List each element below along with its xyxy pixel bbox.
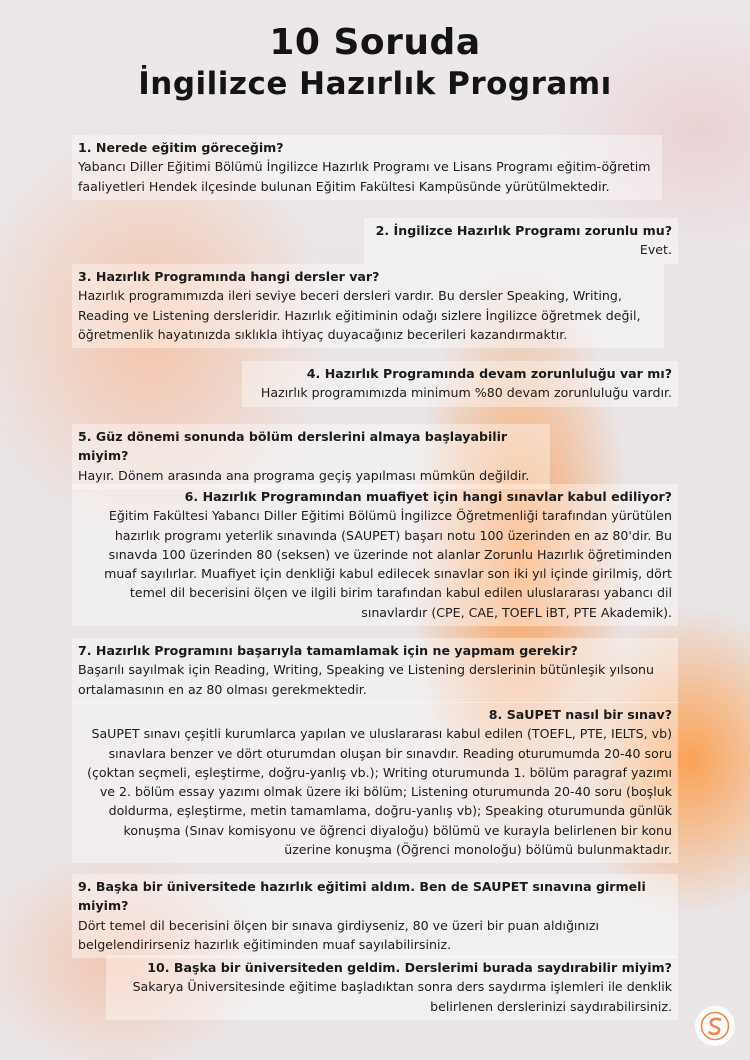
faq-question-6: 6. Hazırlık Programından muafiyet için hangi sınavlar kabul ediliyor? [184, 489, 672, 504]
faq-answer-8: SaUPET sınavı çeşitli kurumlarca yapılan ve uluslararası kabul edilen (TOEFL, PTE, IELTS, vb) sınavlara benzer ve dört oturumdan oluşan bir sınavdır. Reading oturumumda 20-40 soru (çoktan seçmeli, eşleştirme, doğru-yanlış vb.); Writing oturumunda 1. bölüm paragraf yazımı ve 2. bölüm essay yazımı olmak üzere iki bölüm; Listening oturumunda 20-40 soru (boşluk doldurma, eşleştirme, metin tamamlama, doğru-yanlış vb); Speaking oturumunda günlük konuşma (Sınav komisyonu ve öğrenci diyaloğu) bölümü ve kurayla belirlenen bir konu üzerine konuşma (Öğrenci monoloğu) bölümü bulunmaktadır. [87, 726, 672, 858]
university-s-logo-icon [700, 1011, 730, 1041]
faq-item-1 [72, 135, 662, 200]
faq-item-2 [364, 218, 678, 264]
faq-answer-1: Yabancı Diller Eğitimi Bölümü İngilizce Hazırlık Programı ve Lisans Programı eğitim-öğretim faaliyetleri Hendek ilçesinde bulunan Eğitim Fakültesi Kampüsünde yürütülmektedir. [78, 159, 651, 194]
faq-item-6 [72, 484, 678, 626]
faq-question-1: 1. Nerede eğitim göreceğim? [78, 140, 284, 155]
faq-answer-10: Sakarya Üniversitesinde eğitime başladıktan sonra ders saydırma işlemleri ile denklik belirlenen derslerinizi saydırabilirsiniz. [132, 979, 672, 1014]
faq-question-3: 3. Hazırlık Programında hangi dersler var? [78, 269, 380, 284]
page-title-line2: İngilizce Hazırlık Programı [138, 66, 612, 102]
faq-item-7 [72, 638, 678, 703]
faq-item-4 [242, 361, 678, 407]
faq-answer-5: Hayır. Dönem arasında ana programa geçiş yapılması mümkün değildir. [78, 467, 530, 483]
faq-question-9: 9. Başka bir üniversitede hazırlık eğitimi aldım. Ben de SAUPET sınavına girmeli miyim? [78, 879, 646, 914]
faq-question-5: 5. Güz dönemi sonunda bölüm derslerini almaya başlayabilir miyim? [78, 429, 508, 464]
page-title-line1: 10 Soruda [269, 22, 481, 63]
faq-answer-4: Hazırlık programımızda minimum %80 devam zorunluluğu vardır. [260, 385, 672, 401]
faq-answer-3: Hazırlık programımızda ileri seviye beceri dersleri vardır. Bu dersler Speaking, Writing, Reading ve Listening dersleridir. Hazırlık eğitiminin odağı sizlere İngilizce öğretmek değil, öğretmenlik hayatınızda sıklıkla ihtiyaç duyacağınız becerileri kazandırmaktır. [78, 288, 641, 342]
faq-question-8: 8. SaUPET nasıl bir sınav? [488, 707, 672, 722]
faq-item-5 [72, 424, 550, 489]
faq-item-10 [106, 955, 678, 1020]
faq-answer-6: Eğitim Fakültesi Yabancı Diller Eğitimi Bölümü İngilizce Öğretmenliği tarafından yürütülen hazırlık programı yeterlik sınavında (SAUPET) başarı notu 100 üzerinden en az 80'dir. Bu sınavda 100 üzerinden 80 (seksen) ve üzerinde not alanlar Zorunlu Hazırlık öğretiminden muaf sayılırlar. Muafiyet için denkliği kabul edilecek sınavlar son iki yıl içinde girilmiş, dört temel dil becerisini ölçen ve ilgili birim tarafından kabul edilen uluslararası yabancı dil sınavlardır (CPE, CAE, TOEFL iBT, PTE Akademik). [104, 508, 672, 620]
faq-item-8 [72, 702, 678, 863]
faq-answer-9: Dört temel dil becerisini ölçen bir sınava girdiyseniz, 80 ve üzeri bir puan aldığınızı belgelendirirseniz hazırlık eğitiminden muaf sayılabilirsiniz. [78, 917, 600, 952]
faq-question-10: 10. Başka bir üniversiteden geldim. Derslerimi burada saydırabilir miyim? [147, 960, 672, 975]
faq-answer-2: Evet. [639, 242, 672, 258]
faq-question-2: 2. İngilizce Hazırlık Programı zorunlu mu? [375, 223, 672, 238]
university-s-logo-icon [695, 1006, 735, 1046]
faq-question-4: 4. Hazırlık Programında devam zorunluluğu var mı? [306, 366, 672, 381]
faq-item-3 [72, 264, 664, 348]
faq-item-9 [72, 874, 678, 958]
faq-answer-7: Başarılı sayılmak için Reading, Writing, Speaking ve Listening derslerinin bütünleşik yılsonu ortalamasının en az 80 olması gerekmektedir. [78, 662, 655, 697]
faq-question-7: 7. Hazırlık Programını başarıyla tamamlamak için ne yapmam gerekir? [78, 643, 578, 658]
